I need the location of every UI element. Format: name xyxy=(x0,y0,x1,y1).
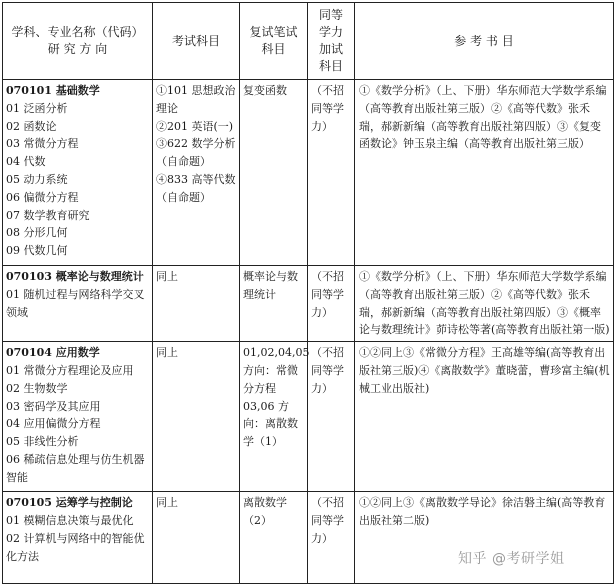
exam-item: 同上 xyxy=(156,346,178,360)
direction-item: 01 模糊信息决策与最优化 xyxy=(6,513,134,527)
table-row xyxy=(3,342,614,492)
header-row xyxy=(3,3,614,80)
subject-cell xyxy=(3,342,153,492)
equiv-cell: （不招同等学力） xyxy=(308,342,355,492)
direction-item: 04 代数 xyxy=(6,155,46,169)
subject-cell xyxy=(3,492,153,584)
subject-cell xyxy=(3,266,153,342)
exam-item: ④833 高等代数（自命题） xyxy=(156,172,236,204)
major-code: 070105 运筹学与控制论 xyxy=(6,496,133,510)
header-subject-line1: 学科、专业名称（代码） xyxy=(11,25,144,39)
retest-cell: 复变函数 xyxy=(240,80,308,266)
header-subject xyxy=(3,3,153,80)
equiv-cell: （不招同等学力） xyxy=(308,80,355,266)
direction-item: 02 函数论 xyxy=(6,119,57,133)
header-retest-line2: 科目 xyxy=(261,42,286,56)
equiv-cell: （不招同等学力） xyxy=(308,492,355,584)
header-refs: 参 考 书 目 xyxy=(355,3,614,80)
retest-cell: 概率论与数理统计 xyxy=(240,266,308,342)
direction-item: 08 分形几何 xyxy=(6,226,68,240)
exam-item: 同上 xyxy=(156,270,178,283)
exam-item: ②201 英语(一) xyxy=(156,119,234,133)
exam-cell xyxy=(153,342,240,492)
major-code: 070101 基础数学 xyxy=(6,84,100,97)
header-equiv xyxy=(308,3,355,80)
refs-cell: ①《数学分析》（上、下册）华东师范大学数学系编（高等教育出版社第三版）②《高等代数》张禾瑞，郝新新编（高等教育出版社第四版）③《概率论与数理统计》茆诗松等著(高等教育出版社第一版) xyxy=(355,266,614,342)
direction-item: 01 泛函分析 xyxy=(6,101,68,115)
exam-item: ①101 思想政治理论 xyxy=(156,84,236,115)
exam-item: 同上 xyxy=(156,496,178,510)
direction-item: 07 数学教育研究 xyxy=(6,208,90,222)
header-subject-line2: 研 究 方 向 xyxy=(47,42,108,56)
direction-item: 05 动力系统 xyxy=(6,172,68,186)
exam-cell xyxy=(153,266,240,342)
table-row xyxy=(3,492,614,584)
direction-item: 06 偏微分方程 xyxy=(6,190,79,204)
header-exam: 考试科目 xyxy=(153,3,240,80)
retest-cell: 01,02,04,05方向：常微分方程 03,06 方向：离散数学（1） xyxy=(240,342,308,492)
direction-item: 01 常微分方程理论及应用 xyxy=(6,363,134,377)
exam-cell xyxy=(153,492,240,584)
header-equiv-line3: 加试 xyxy=(318,42,343,56)
retest-cell: 离散数学（2） xyxy=(240,492,308,584)
direction-item: 01 随机过程与网络科学交叉领域 xyxy=(6,287,145,319)
equiv-cell: （不招同等学力） xyxy=(308,266,355,342)
direction-item: 09 代数几何 xyxy=(6,244,68,258)
refs-cell: ①《数学分析》（上、下册）华东师范大学数学系编（高等教育出版社第三版）②《高等代数》张禾瑞，郝新新编（高等教育出版社第四版）③《复变函数论》钟玉泉主编（高等教育出版社第三版） xyxy=(355,80,614,266)
refs-cell: ①②同上③《常微分方程》王高雄等编(高等教育出版社第三版)④《离散数学》董晓蕾，曹珍富主编(机械工业出版社) xyxy=(355,342,614,492)
header-retest xyxy=(240,3,308,80)
major-code: 070103 概率论与数理统计 xyxy=(6,270,144,283)
table-row xyxy=(3,266,614,342)
subject-cell xyxy=(3,80,153,266)
exam-cell xyxy=(153,80,240,266)
direction-item: 04 应用偏微分方程 xyxy=(6,417,101,431)
exam-item: ③622 数学分析（自命题） xyxy=(156,137,236,169)
admission-table xyxy=(2,2,614,584)
table-row xyxy=(3,80,614,266)
direction-item: 05 非线性分析 xyxy=(6,435,79,449)
header-equiv-line4: 科目 xyxy=(318,59,343,73)
header-equiv-line2: 学力 xyxy=(318,25,343,39)
direction-item: 06 稀疏信息处理与仿生机器智能 xyxy=(6,452,145,484)
direction-item: 02 计算机与网络中的智能优化方法 xyxy=(6,531,145,563)
header-retest-line1: 复试笔试 xyxy=(249,25,298,39)
major-code: 070104 应用数学 xyxy=(6,346,100,360)
header-equiv-line1: 同等 xyxy=(318,8,343,22)
direction-item: 02 生物数学 xyxy=(6,381,68,395)
refs-cell: ①②同上③《离散数学导论》徐洁磐主编(高等教育出版社第二版) xyxy=(355,492,614,584)
watermark: 知乎 @考研学姐 xyxy=(458,551,565,567)
direction-item: 03 密码学及其应用 xyxy=(6,399,101,413)
direction-item: 03 常微分方程 xyxy=(6,137,79,151)
